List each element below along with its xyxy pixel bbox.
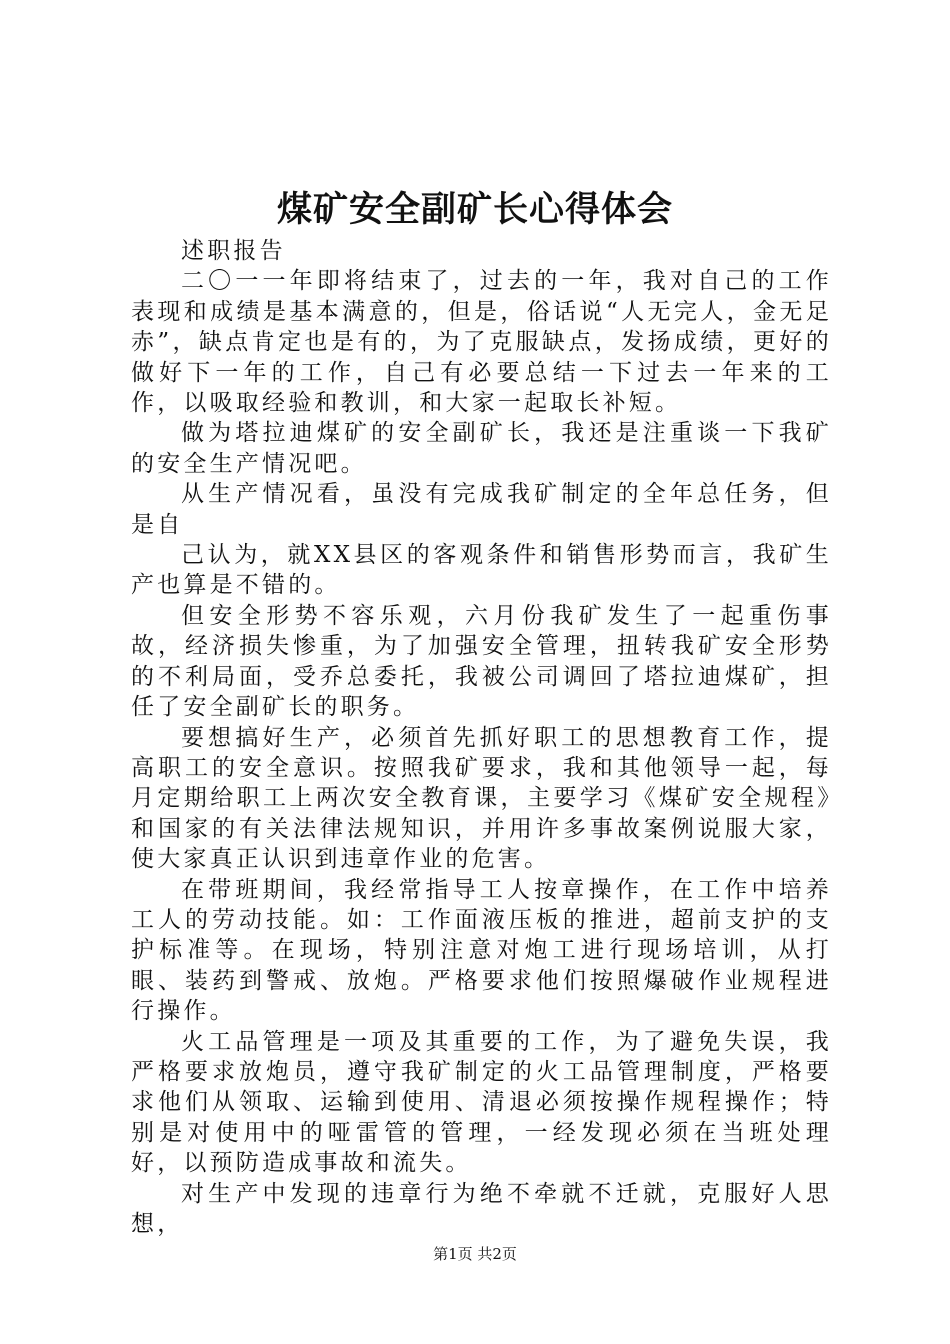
document-title: 煤矿安全副矿长心得体会 (276, 189, 673, 230)
paragraph-report-label: 述职报告 (181, 238, 286, 264)
paragraph: 从生产情况看，虽没有完成我矿制定的全年总任务，但是自 (131, 481, 832, 538)
paragraph: 二〇一一年即将结束了，过去的一年，我对自己的工作表现和成绩是基本满意的，但是，俗话说“人无完人，金无足赤”，缺点肯定也是有的，为了克服缺点，发扬成绩，更好的做好下一年的工作，自己有必要总结一下过去一年来的工作，以吸取经验和教训，和大家一起取长补短。 (131, 268, 832, 417)
paragraph: 做为塔拉迪煤矿的安全副矿长，我还是注重谈一下我矿的安全生产情况吧。 (131, 420, 832, 477)
paragraph: 在带班期间，我经常指导工人按章操作，在工作中培养工人的劳动技能。如：工作面液压板的推进，超前支护的支护标准等。在现场，特别注意对炮工进行现场培训，从打眼、装药到警戒、放炮。严格要求他们按照爆破作业规程进行操作。 (131, 876, 832, 1025)
document-body (131, 236, 832, 1239)
paragraph: 要想搞好生产，必须首先抓好职工的思想教育工作，提高职工的安全意识。按照我矿要求，我和其他领导一起，每月定期给职工上两次安全教育课，主要学习《煤矿安全规程》和国家的有关法律法规知识，并用许多事故案例说服大家，使大家真正认识到违章作业的危害。 (131, 724, 832, 873)
page-number-footer: 第1页 共2页 (433, 1245, 517, 1263)
paragraph: 但安全形势不容乐观，六月份我矿发生了一起重伤事故，经济损失惨重，为了加强安全管理，扭转我矿安全形势的不利局面，受乔总委托，我被公司调回了塔拉迪煤矿，担任了安全副矿长的职务。 (131, 602, 832, 721)
paragraph: 火工品管理是一项及其重要的工作，为了避免失误，我严格要求放炮员，遵守我矿制定的火工品管理制度，严格要求他们从领取、运输到使用、清退必须按操作规程操作；特别是对使用中的哑雷管的管理，一经发现必须在当班处理好，以预防造成事故和流失。 (131, 1028, 832, 1177)
paragraph: 对生产中发现的违章行为绝不牵就不迁就，克服好人思想， (131, 1180, 832, 1237)
paragraph: 己认为，就XX县区的客观条件和销售形势而言，我矿生产也算是不错的。 (131, 542, 832, 599)
